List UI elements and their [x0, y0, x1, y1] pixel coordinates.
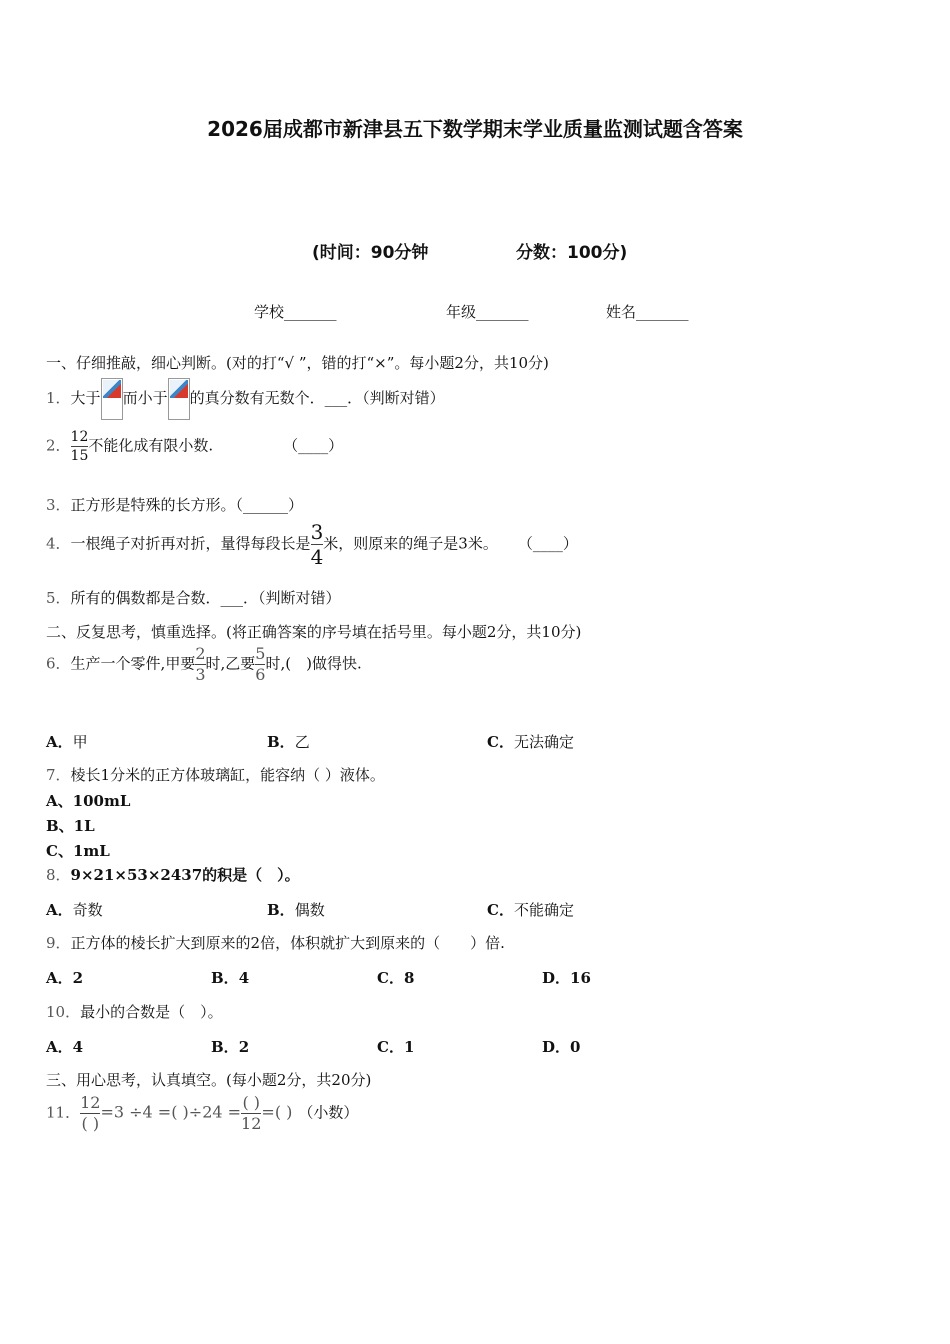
- option-a[interactable]: A．4: [46, 1038, 84, 1056]
- question-number: 1．: [46, 389, 71, 407]
- section-2-heading: 二、反复思考，慎重选择。(将正确答案的序号填在括号里。每小题2分，共10分): [46, 623, 582, 641]
- question-3: 3．正方形是特殊的长方形。（______）: [46, 496, 304, 514]
- page-title: 2026届成都市新津县五下数学期末学业质量监测试题含答案: [207, 117, 743, 141]
- fraction: $\frac{12}{( )}$: [80, 1093, 101, 1133]
- answer-blank[interactable]: ( ): [171, 1102, 189, 1122]
- option-d[interactable]: D．0: [542, 1038, 581, 1056]
- question-4: 4．一根绳子对折再对折，量得每段长是 $\frac{3}{4}$ 米，则原来的绳子是3米。 （____）: [46, 520, 578, 569]
- section-1-heading: 一、仔细推敲，细心判断。(对的打“√ ”，错的打“×”。每小题2分，共10分): [46, 354, 549, 372]
- question-9: 9．正方体的棱长扩大到原来的2倍，体积就扩大到原来的（ ）倍.: [46, 934, 505, 952]
- fraction: $\frac{3}{4}$: [310, 520, 324, 569]
- option-c[interactable]: C．无法确定: [487, 733, 574, 751]
- option-a[interactable]: A、100mL: [46, 792, 131, 810]
- section-3-heading: 三、用心思考，认真填空。(每小题2分，共20分): [46, 1071, 372, 1089]
- fraction: $\frac{5}{6}$: [255, 644, 266, 684]
- question-7: 7．棱长1分米的正方体玻璃缸，能容纳（ ）液体。: [46, 766, 385, 784]
- school-field: 学校_______: [254, 303, 337, 321]
- option-d[interactable]: D．16: [542, 969, 591, 987]
- fraction-image-icon: [101, 378, 123, 420]
- fraction: $\frac{2}{3}$: [195, 644, 206, 684]
- fraction-image-icon: [168, 378, 190, 420]
- question-6: 6．生产一个零件,甲要 $\frac{2}{3}$ 时,乙要 $\frac{5}{6}$ 时,( )做得快.: [46, 644, 362, 684]
- option-c[interactable]: C．1: [377, 1038, 415, 1056]
- question-1: 1．大于 而小于 的真分数有无数个．___．（判断对错）: [46, 378, 445, 420]
- question-11: 11． $\frac{12}{( )}$ =3 ÷4 =( )÷24 = $\frac{( )}{12}$ =( ) （小数）: [46, 1093, 359, 1133]
- option-b[interactable]: B．4: [211, 969, 250, 987]
- option-a[interactable]: A．奇数: [46, 901, 103, 919]
- option-a[interactable]: A．甲: [46, 733, 88, 751]
- fraction: $\frac{12}{15}$: [70, 429, 89, 464]
- question-8: 8．9×21×53×2437的积是（ ）。: [46, 866, 300, 884]
- question-10: 10．最小的合数是（ ）。: [46, 1003, 223, 1021]
- fraction: $\frac{( )}{12}$: [241, 1093, 262, 1133]
- option-c[interactable]: C．不能确定: [487, 901, 574, 919]
- question-2: 2． $\frac{12}{15}$ 不能化成有限小数. （____）: [46, 429, 344, 464]
- grade-field: 年级_______: [446, 303, 529, 321]
- option-a[interactable]: A．2: [46, 969, 84, 987]
- answer-blank[interactable]: ( ): [274, 1102, 293, 1122]
- option-b[interactable]: B．乙: [267, 733, 310, 751]
- option-c[interactable]: C、1mL: [46, 842, 110, 860]
- option-b[interactable]: B．2: [211, 1038, 250, 1056]
- answer-blank[interactable]: （____）: [517, 534, 578, 553]
- option-b[interactable]: B．偶数: [267, 901, 325, 919]
- option-c[interactable]: C．8: [377, 969, 415, 987]
- option-b[interactable]: B、1L: [46, 817, 95, 835]
- answer-blank[interactable]: （____）: [283, 436, 344, 455]
- question-5: 5．所有的偶数都是合数．___．（判断对错）: [46, 589, 341, 607]
- exam-time: (时间：90分钟: [312, 243, 429, 263]
- exam-score: 分数：100分): [516, 243, 628, 263]
- name-field: 姓名_______: [606, 303, 689, 321]
